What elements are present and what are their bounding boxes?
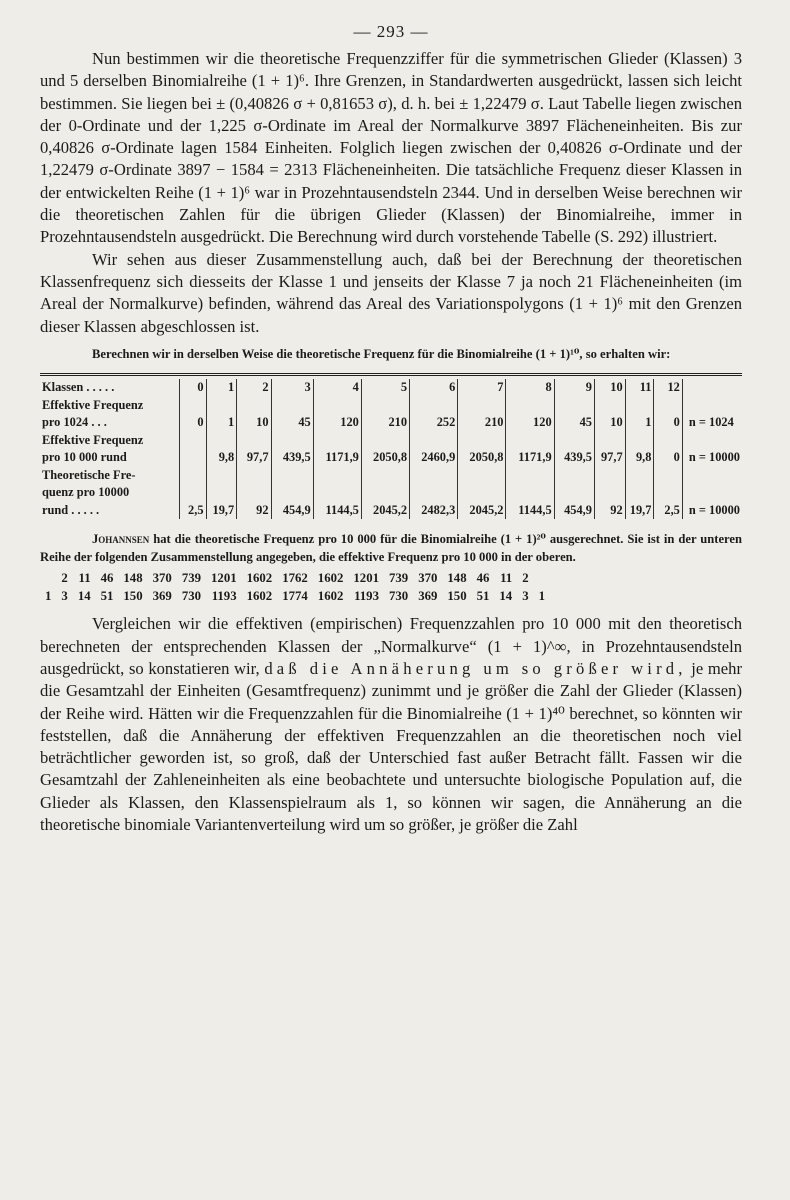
sequence-cell: 148 — [123, 571, 143, 586]
binomial-sequence-table — [40, 569, 550, 605]
table-cell — [458, 397, 506, 415]
small-paragraph-2-text: hat die theoretische Frequenz pro 10 000 für die Binomialreihe (1 + 1)²⁰ ausgerechnet. Sie ist in der unteren Reihe der folgenden Zusammenstellung angegeben, die effektive Frequenz pro 10 000 in der oberen. — [40, 532, 742, 564]
table-cell: 45 — [271, 414, 313, 432]
n-total-cell — [682, 397, 742, 415]
sequence-cell — [534, 569, 550, 587]
sequence-cell: 1602 — [317, 589, 344, 604]
table-cell: 1144,5 — [313, 502, 361, 520]
sequence-cell: 51 — [100, 589, 114, 604]
table-cell — [206, 484, 237, 502]
table-cell: 10 — [237, 414, 271, 432]
row-label: Theoretische Fre- — [40, 467, 180, 485]
table-cell: 4 — [313, 379, 361, 397]
table-cell — [625, 397, 654, 415]
table-cell: 19,7 — [625, 502, 654, 520]
sequence-cell: 739 — [388, 571, 409, 586]
table-cell: 2482,3 — [410, 502, 458, 520]
table-cell: 120 — [313, 414, 361, 432]
table-cell — [361, 397, 409, 415]
table-cell: 1171,9 — [313, 449, 361, 467]
table-cell: 10 — [594, 379, 625, 397]
table-cell — [654, 432, 682, 450]
n-total-cell: n = 1024 — [688, 415, 734, 430]
table-cell: 1 — [625, 414, 654, 432]
table-cell — [237, 484, 271, 502]
sequence-cell: 2 — [522, 571, 529, 586]
table-cell — [554, 432, 594, 450]
sequence-cell: 730 — [388, 589, 409, 604]
table-cell — [271, 397, 313, 415]
table-cell: 7 — [458, 379, 506, 397]
table-row — [40, 449, 742, 467]
table-cell: 2,5 — [654, 502, 682, 520]
table-cell: 12 — [654, 379, 682, 397]
author-name: Johannsen — [92, 532, 150, 547]
sequence-cell: 148 — [447, 571, 467, 586]
table-cell: 92 — [594, 502, 625, 520]
sequence-cell: 370 — [152, 571, 172, 586]
sequence-cell: 1774 — [282, 589, 308, 604]
table-cell — [594, 484, 625, 502]
table-cell: 8 — [506, 379, 554, 397]
table-cell: 210 — [458, 414, 506, 432]
table-cell — [654, 397, 682, 415]
table-cell — [180, 397, 206, 415]
small-paragraph-2 — [40, 531, 742, 566]
table-cell: 2045,2 — [361, 502, 409, 520]
table-cell: 19,7 — [206, 502, 237, 520]
sequence-cell: 369 — [418, 589, 438, 604]
table-cell: 454,9 — [554, 502, 594, 520]
table-cell — [237, 397, 271, 415]
table-cell — [458, 484, 506, 502]
n-total-cell — [682, 467, 742, 485]
table-cell: 9,8 — [625, 449, 654, 467]
row-label: Effektive Frequenz — [40, 397, 180, 415]
effective-frequency-row — [40, 569, 550, 587]
paragraph-3-part-b: je mehr die Gesamtzahl der Einheiten (Gesamtfrequenz) zunimmt und je größer die Zahl der Glieder (Klassen) der Reihe wird. Hätten wir die Frequenzzahlen für die Binomialreihe (1 + 1)⁴⁰ berechnet, so könnten wir feststellen, daß die Annäherung der effektiven Frequenzzahlen an die theoretischen noch viel beträchtlicher geworden ist, so groß, daß der Unterschied fast außer Betracht fällt. Fassen wir die Gesamtzahl der Zahleneinheiten als eine beobachtete und untersuchte biologische Population auf, die Glieder als Klassen, den Klassenspielraum als 1, so können wir sagen, die Annäherung an die theoretische binomiale Variantenverteilung wird um so größer, je größer die Zahl — [40, 658, 742, 835]
table-cell: 454,9 — [271, 502, 313, 520]
table-cell — [506, 432, 554, 450]
table-cell — [206, 432, 237, 450]
sequence-cell: 150 — [447, 589, 467, 604]
sequence-cell: 11 — [500, 571, 513, 586]
sequence-cell: 46 — [100, 571, 114, 586]
row-label: quenz pro 10000 — [40, 484, 180, 502]
sequence-cell: 3 — [522, 589, 529, 604]
table-row — [40, 414, 742, 432]
table-cell: 0 — [180, 414, 206, 432]
table-cell — [313, 484, 361, 502]
table-cell — [313, 432, 361, 450]
table-cell — [410, 432, 458, 450]
table-cell: 97,7 — [237, 449, 271, 467]
sequence-cell: 1 — [538, 589, 545, 604]
theoretical-frequency-row — [40, 587, 550, 605]
frequency-table — [40, 379, 742, 519]
table-cell: 252 — [410, 414, 458, 432]
row-label: rund . . . . . — [40, 502, 180, 520]
table-cell: 3 — [271, 379, 313, 397]
table-cell: 45 — [554, 414, 594, 432]
table-cell: 0 — [654, 449, 682, 467]
table-cell — [625, 467, 654, 485]
sequence-cell: 1602 — [246, 571, 273, 586]
table-cell — [554, 484, 594, 502]
table-cell — [180, 467, 206, 485]
n-total-cell: n = 10000 — [688, 450, 740, 465]
table-cell — [654, 467, 682, 485]
table-cell — [206, 467, 237, 485]
table-row — [40, 467, 742, 485]
paragraph-1: Nun bestimmen wir die theoretische Frequenzziffer für die symmetrischen Glieder (Klassen) 3 und 5 derselben Binomialreihe (1 + 1)⁶. Ihre Grenzen, in Standardwerten ausgedrückt, lassen sich leicht bestimmen. Sie liegen bei ± (0,40826 σ + 0,81653 σ), d. h. bei ± 1,22479 σ. Laut Tabelle liegen zwischen der 0-Ordinate und der 1,225 σ-Ordinate im Areal der Normalkurve 3897 Flächeneinheiten. Bis zur 0,40826 σ-Ordinate lagen 1584 Einheiten. Folglich liegen zwischen der 0,40826 σ-Ordinate und der 1,22479 σ-Ordinate 3897 − 1584 = 2313 Flächeneinheiten. Die tatsächliche Frequenz dieser Klassen in der entwickelten Reihe (1 + 1)⁶ war in Prozehntausendsteln 2344. Und in derselben Weise berechnen wir die theoretischen Zahlen für die übrigen Glieder (Klassen) der Binomialreihe, immer in Prozehntausendsteln ausgedrückt. Die Berechnung wird durch vorstehende Tabelle (S. 292) illustriert. — [40, 49, 742, 247]
sequence-cell: 14 — [499, 589, 513, 604]
table-cell — [237, 432, 271, 450]
table-cell — [237, 467, 271, 485]
n-total-cell — [682, 432, 742, 450]
table-cell — [594, 432, 625, 450]
table-cell — [458, 467, 506, 485]
table-cell — [410, 467, 458, 485]
table-cell — [625, 432, 654, 450]
sequence-cell: 11 — [78, 571, 91, 586]
table-cell: 0 — [654, 414, 682, 432]
table-row — [40, 379, 742, 397]
table-cell — [506, 397, 554, 415]
paragraph-3 — [40, 613, 742, 836]
table-cell: 92 — [237, 502, 271, 520]
table-cell: 1 — [206, 379, 237, 397]
page-number: — 293 — — [353, 22, 429, 41]
table-cell: 11 — [625, 379, 654, 397]
table-cell: 0 — [180, 379, 206, 397]
paragraph-3-part-a: Vergleichen wir die effektiven (empirischen) Frequenzzahlen pro 10 000 mit den theoretisch berechneten der entsprechenden Klassen der „Normalkurve“ (1 + 1)^∞, in Prozehntausendsteln ausgedrückt, so konstatieren wir, — [40, 614, 742, 678]
table-cell: 210 — [361, 414, 409, 432]
n-total-cell — [682, 484, 742, 502]
row-label: pro 1024 . . . — [40, 414, 180, 432]
table-cell: 2 — [237, 379, 271, 397]
sequence-cell: 739 — [181, 571, 202, 586]
sequence-cell: 1 — [45, 589, 52, 604]
table-cell — [361, 467, 409, 485]
table-cell: 10 — [594, 414, 625, 432]
table-cell: 9,8 — [206, 449, 237, 467]
sequence-cell: 369 — [152, 589, 172, 604]
table-cell — [594, 397, 625, 415]
n-total-cell: n = 10000 — [688, 502, 740, 517]
sequence-cell: 46 — [476, 571, 490, 586]
sequence-cell: 730 — [181, 589, 202, 604]
sequence-cell: 14 — [77, 589, 91, 604]
table-cell: 5 — [361, 379, 409, 397]
table-cell: 2460,9 — [410, 449, 458, 467]
table-cell: 120 — [506, 414, 554, 432]
sequence-cell: 370 — [418, 571, 438, 586]
table-cell — [410, 484, 458, 502]
table-cell: 2,5 — [180, 502, 206, 520]
sequence-cell: 1762 — [282, 571, 308, 586]
table-cell: 1 — [206, 414, 237, 432]
sequence-cell: 1201 — [353, 571, 379, 586]
table-top-rule — [40, 373, 742, 376]
n-total-cell — [682, 379, 742, 397]
sequence-cell: 2 — [61, 571, 68, 586]
sequence-cell: 1193 — [211, 589, 237, 604]
table-cell — [361, 432, 409, 450]
table-cell: 9 — [554, 379, 594, 397]
table-cell — [271, 484, 313, 502]
table-cell — [313, 467, 361, 485]
table-cell — [554, 467, 594, 485]
row-label: pro 10 000 rund — [40, 449, 180, 467]
sequence-cell: 1193 — [354, 589, 379, 604]
paragraph-3-emphasis: daß die Annäherung um so größer wird, — [264, 658, 687, 678]
sequence-cell: 1602 — [246, 589, 273, 604]
table-cell — [271, 467, 313, 485]
table-cell — [361, 484, 409, 502]
table-cell — [654, 484, 682, 502]
sequence-cell: 51 — [476, 589, 490, 604]
sequence-cell — [40, 569, 56, 587]
row-label: Klassen . . . . . — [40, 379, 180, 397]
table-cell — [180, 484, 206, 502]
sequence-cell: 1201 — [211, 571, 237, 586]
table-cell — [625, 484, 654, 502]
sequence-cell: 150 — [123, 589, 143, 604]
sequence-cell: 3 — [61, 589, 68, 604]
table-row — [40, 432, 742, 450]
table-cell: 439,5 — [271, 449, 313, 467]
table-cell: 1144,5 — [506, 502, 554, 520]
paragraph-2: Wir sehen aus dieser Zusammenstellung auch, daß bei der Berechnung der theoretischen Klassenfrequenz sich diesseits der Klasse 1 und jenseits der Klasse 7 ja noch 21 Flächeneinheiten (im Areal der Normalkurve) befinden, während das Areal des Variationspolygons (1 + 1)⁶ mit den Grenzen dieser Klassen abgeschlossen ist. — [40, 249, 742, 336]
small-paragraph-1: Berechnen wir in derselben Weise die theoretische Frequenz für die Binomialreihe (1 + 1)¹⁰, so erhalten wir: — [92, 346, 671, 361]
table-cell — [506, 484, 554, 502]
table-cell: 2050,8 — [458, 449, 506, 467]
table-cell: 97,7 — [594, 449, 625, 467]
page — [40, 22, 742, 836]
table-cell — [554, 397, 594, 415]
table-cell — [458, 432, 506, 450]
table-cell — [594, 467, 625, 485]
table-cell: 2045,2 — [458, 502, 506, 520]
table-cell — [180, 432, 206, 450]
table-cell — [410, 397, 458, 415]
table-cell — [206, 397, 237, 415]
table-cell: 6 — [410, 379, 458, 397]
table-cell: 1171,9 — [506, 449, 554, 467]
sequence-cell: 1602 — [317, 571, 344, 586]
table-cell — [271, 432, 313, 450]
table-cell — [180, 449, 206, 467]
table-cell: 439,5 — [554, 449, 594, 467]
table-cell — [506, 467, 554, 485]
table-row — [40, 502, 742, 520]
row-label: Effektive Frequenz — [40, 432, 180, 450]
table-cell: 2050,8 — [361, 449, 409, 467]
table-cell — [313, 397, 361, 415]
table-row — [40, 484, 742, 502]
table-row — [40, 397, 742, 415]
